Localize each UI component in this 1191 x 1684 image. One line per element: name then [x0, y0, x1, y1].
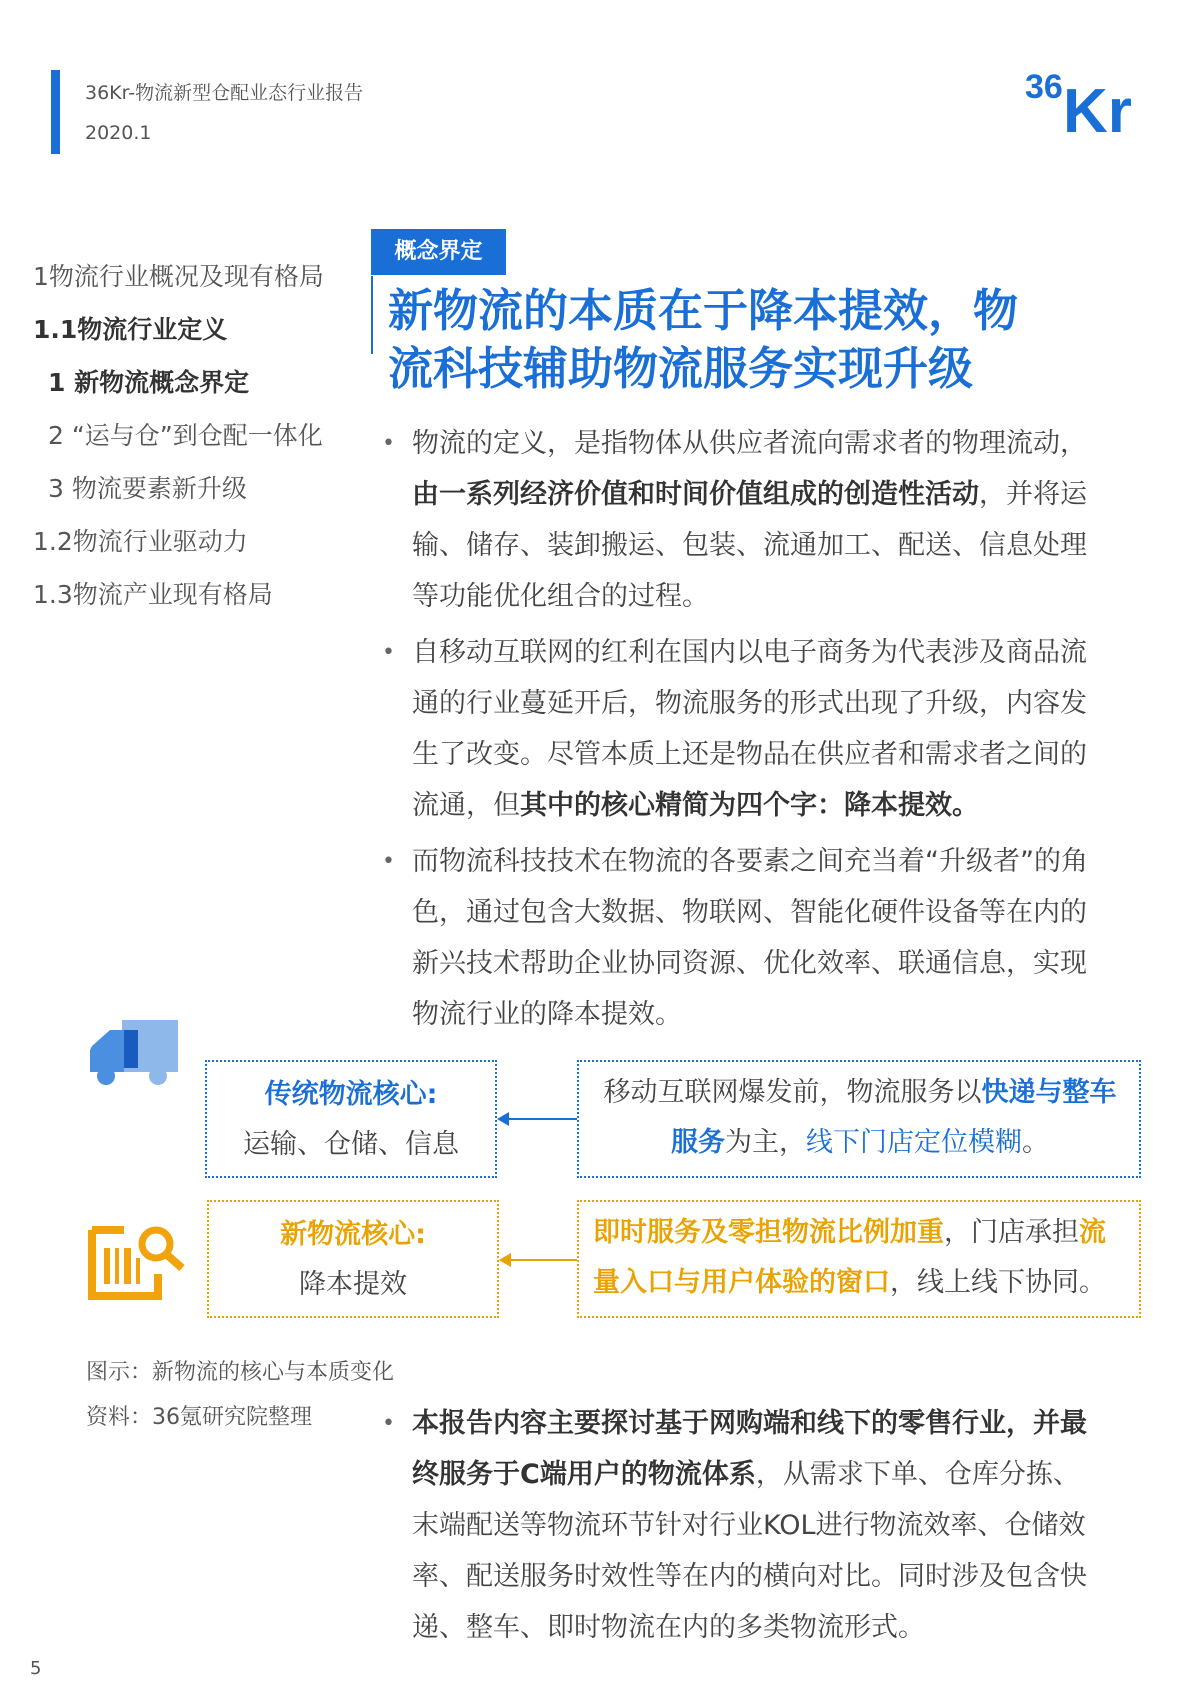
- traditional-core-box: [205, 1060, 497, 1178]
- headline-rule: [371, 276, 373, 354]
- nav-item-upgrade[interactable]: 3 物流要素新升级: [48, 474, 247, 503]
- report-date: 2020.1: [85, 122, 152, 144]
- source-caption: 资料：36氪研究院整理: [86, 1405, 312, 1430]
- bullet-technology: • 而物流科技技术在物流的各要素之间充当着“升级者”的角色，通过包含大数据、物联网、智能化硬件设备等在内的新兴技术帮助企业协同资源、优化效率、联通信息，实现物流行业的降本提效。: [382, 836, 1092, 1040]
- nav-item-warehouse[interactable]: 2 “运与仓”到仓配一体化: [48, 421, 323, 450]
- truck-icon: [86, 1012, 182, 1096]
- arrow-left-blue: [497, 1112, 577, 1126]
- new-core-box: [207, 1200, 499, 1318]
- traditional-description-box: 移动互联网爆发前，物流服务以快递与整车服务为主，线下门店定位模糊。: [577, 1060, 1141, 1178]
- new-core-subtitle: 降本提效: [299, 1269, 407, 1300]
- 36kr-logo: [1025, 68, 1155, 142]
- traditional-core-title: 传统物流核心:: [264, 1079, 438, 1110]
- new-core-title: 新物流核心:: [280, 1219, 426, 1250]
- bullet-list: [382, 418, 1092, 1045]
- nav-item-chapter-1[interactable]: 1物流行业概况及现有格局: [33, 262, 324, 291]
- svg-text:Kr: Kr: [1063, 77, 1132, 138]
- bullet-definition: • 物流的定义，是指物体从供应者流向需求者的物理流动，由一系列经济价值和时间价值组成的创造性活动，并将运输、储存、装卸搬运、包装、流通加工、配送、信息处理等功能优化组合的过程。: [382, 418, 1092, 622]
- page-headline: [388, 282, 1088, 398]
- table-of-contents: [33, 250, 363, 621]
- barcode-search-icon: [88, 1218, 188, 1304]
- arrow-left-orange: [499, 1253, 577, 1267]
- page-number: 5: [30, 1658, 42, 1679]
- bullet-upgrade: • 自移动互联网的红利在国内以电子商务为代表涉及商品流通的行业蔓延开后，物流服务的形式出现了升级，内容发生了改变。尽管本质上还是物品在供应者和需求者之间的流通，但其中的核心精简为四个字：降本提效。: [382, 627, 1092, 831]
- figure-caption: 图示：新物流的核心与本质变化: [86, 1360, 395, 1385]
- nav-item-1-2[interactable]: 1.2物流行业驱动力: [33, 527, 248, 556]
- bullet-report-scope: • 本报告内容主要探讨基于网购端和线下的零售行业，并最终服务于C端用户的物流体系，从需求下单、仓库分拣、末端配送等物流环节针对行业KOL进行物流效率、仓储效率、配送服务时效性等在内的横向对比。同时涉及包含快递、整车、即时物流在内的多类物流形式。: [382, 1398, 1092, 1653]
- headline-line-2: 流科技辅助物流服务实现升级: [388, 342, 974, 395]
- section-tag: 概念界定: [371, 229, 506, 275]
- nav-item-1-3[interactable]: 1.3物流产业现有格局: [33, 580, 273, 609]
- new-description-box: 即时服务及零担物流比例加重，门店承担流量入口与用户体验的窗口，线上线下协同。: [577, 1200, 1141, 1318]
- bullet-list-2: [382, 1398, 1092, 1658]
- headline-line-1: 新物流的本质在于降本提效，物: [388, 284, 1019, 337]
- traditional-core-subtitle: 运输、仓储、信息: [243, 1129, 459, 1160]
- report-title: 36Kr-物流新型仓配业态行业报告: [85, 82, 364, 104]
- svg-text:36: 36: [1025, 68, 1063, 106]
- nav-item-concept[interactable]: 1 新物流概念界定: [48, 368, 250, 397]
- nav-item-1-1[interactable]: 1.1物流行业定义: [33, 315, 228, 344]
- header-accent-bar: [51, 70, 60, 154]
